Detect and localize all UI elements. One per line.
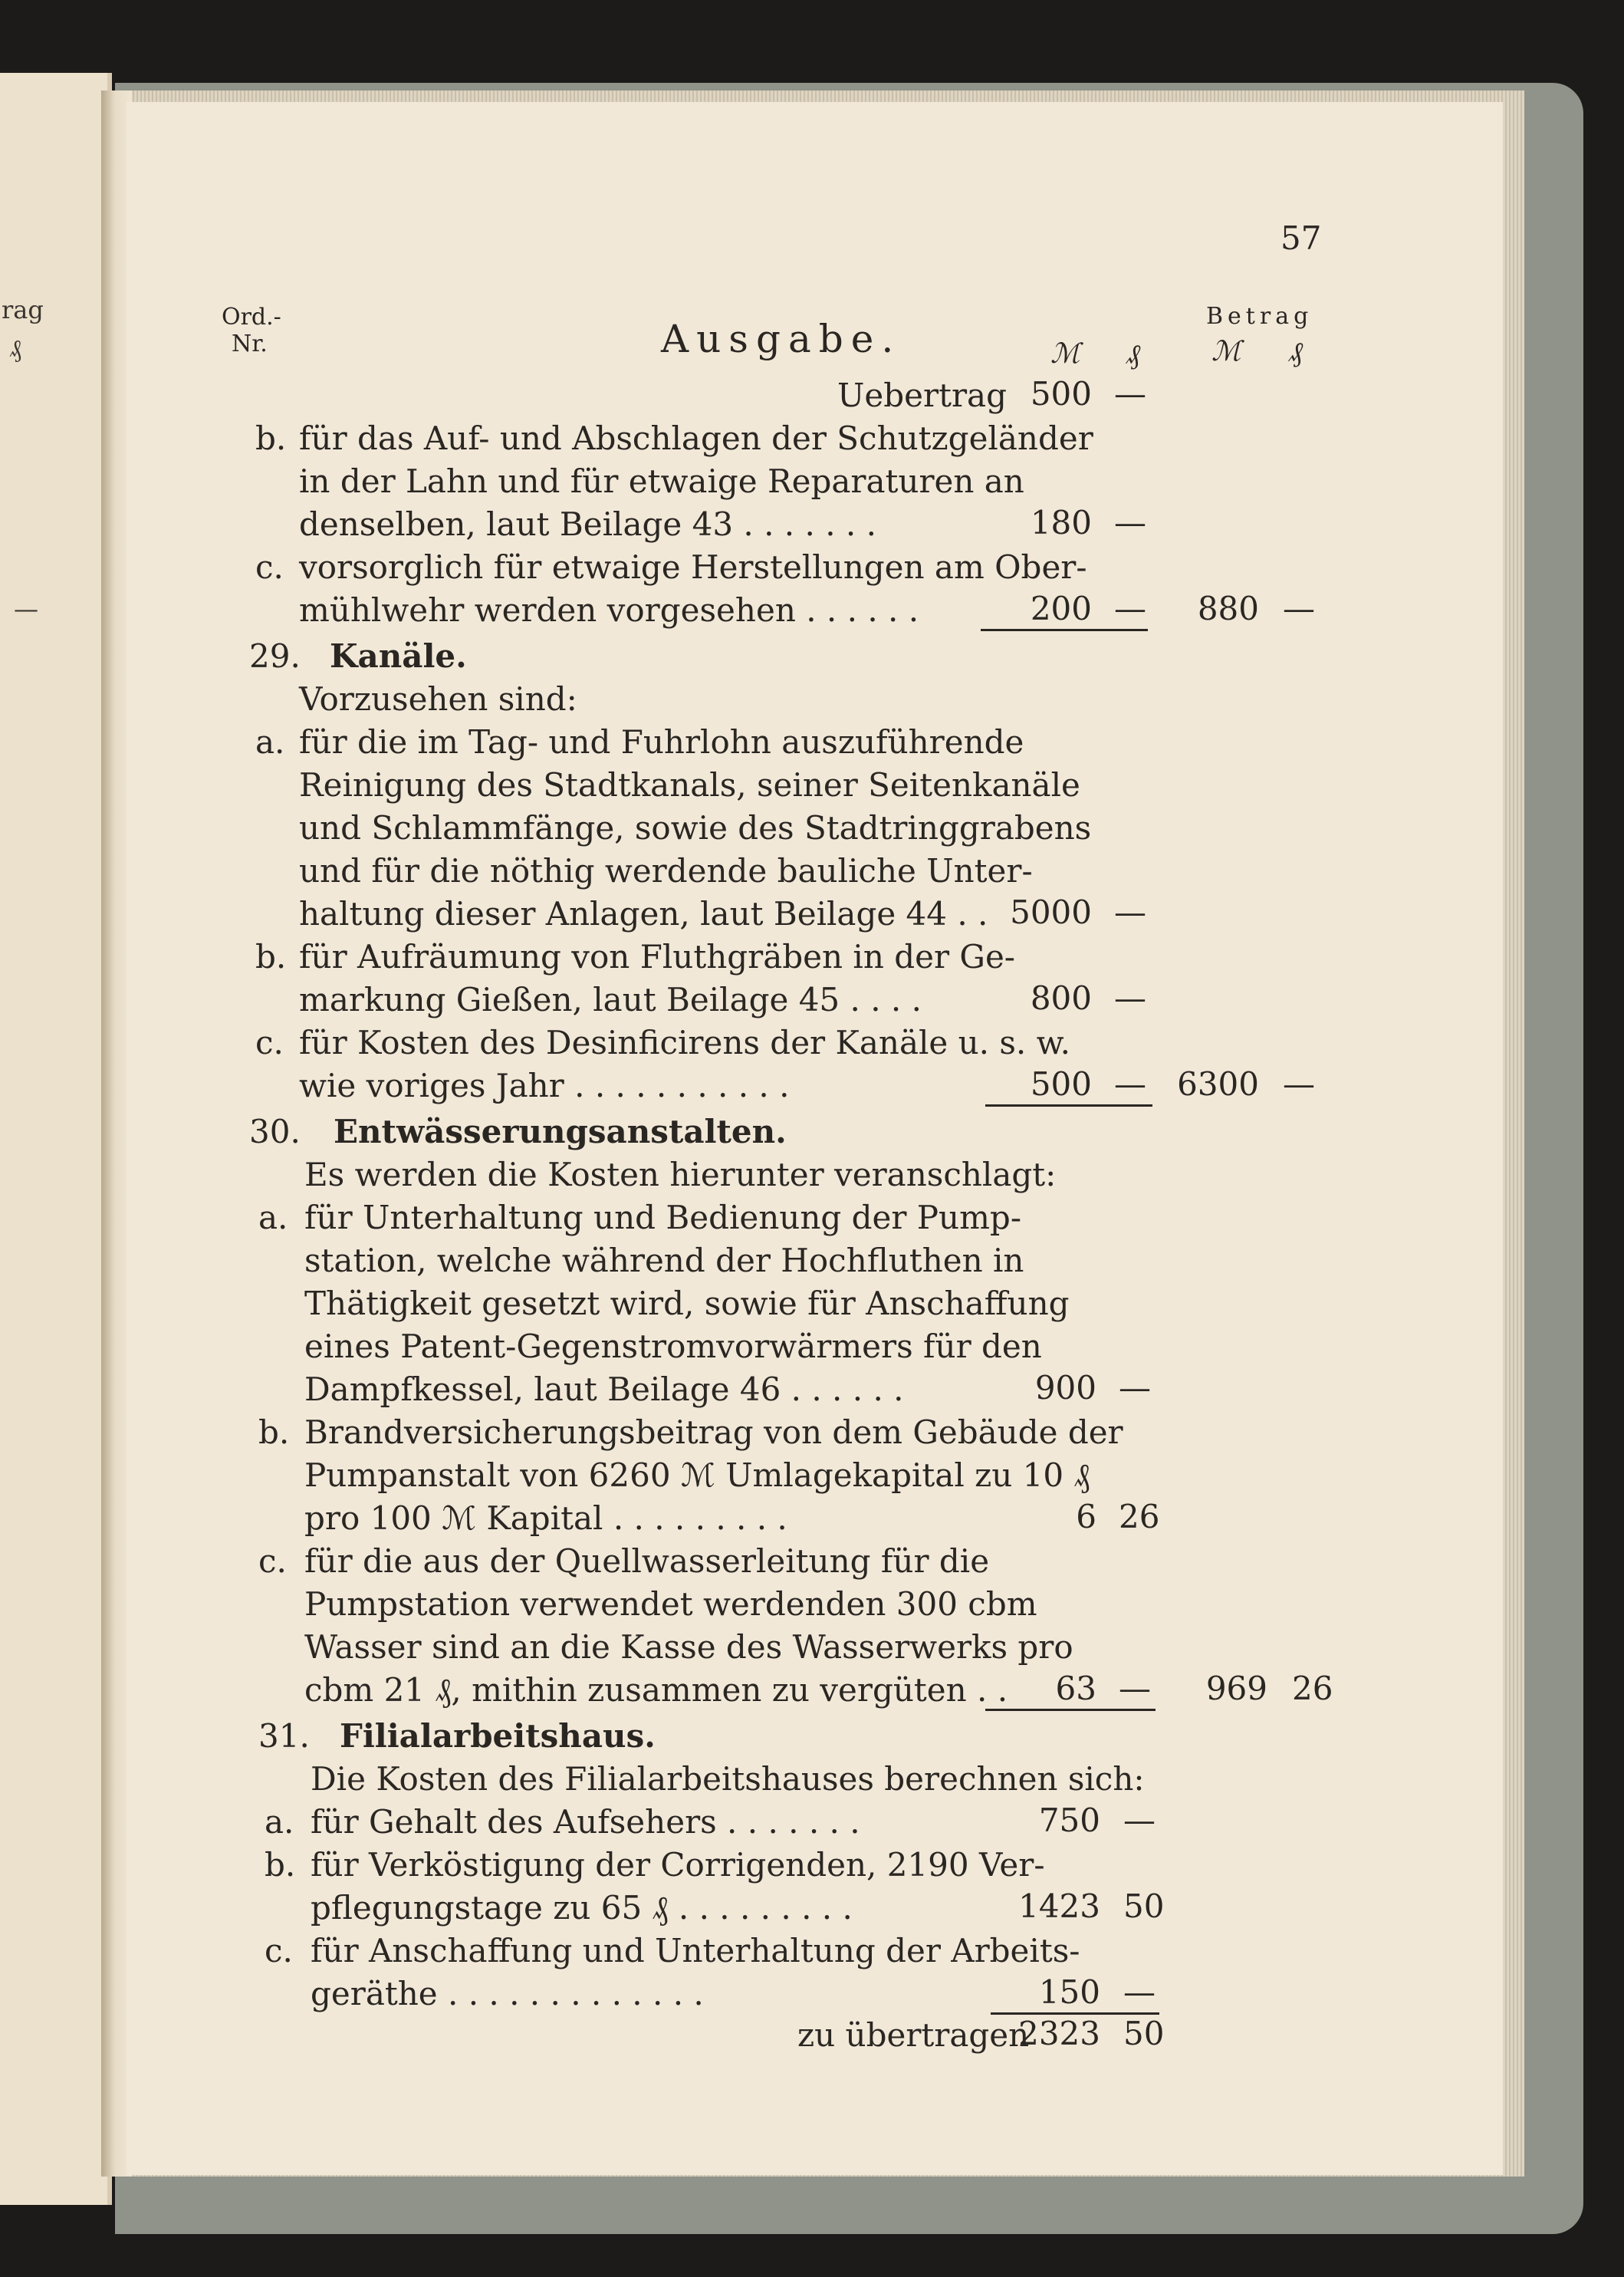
line-text: mühlwehr werden vorgesehen . . . . . . — [299, 591, 919, 629]
nr-label: Nr. — [232, 331, 268, 357]
item-label: b. — [255, 938, 287, 976]
item-label: b. — [265, 1846, 296, 1884]
page-title: Ausgabe. — [661, 317, 902, 361]
item-label: a. — [255, 723, 285, 761]
amount: 500 — [1030, 1065, 1092, 1103]
amount: 800 — [1030, 979, 1092, 1017]
line-text: vorsorglich für etwaige Herstellungen am Ober- — [299, 548, 1087, 586]
pfennig: — — [1114, 1065, 1146, 1103]
line-text: für das Auf- und Abschlagen der Schutzgeländer — [299, 420, 1093, 457]
line-text: in der Lahn und für etwaige Reparaturen an — [299, 462, 1024, 500]
pfennig: — — [1114, 893, 1146, 931]
total-pfennig: — — [1283, 590, 1315, 627]
line-text: geräthe . . . . . . . . . . . . . — [311, 1975, 704, 2012]
pfennig: — — [1119, 1369, 1151, 1407]
pfennig-column-header: ₰ — [1126, 339, 1140, 370]
line-text: Brandversicherungsbeitrag von dem Gebäude der — [304, 1413, 1123, 1451]
left-page — [0, 73, 112, 2205]
pfennig: — — [1119, 1670, 1151, 1707]
item-label: b. — [255, 420, 287, 457]
item-label: c. — [258, 1542, 287, 1580]
amount: 6 — [1076, 1498, 1096, 1535]
line-text: haltung dieser Anlagen, laut Beilage 44 . . — [299, 895, 988, 933]
item-label: b. — [258, 1413, 290, 1451]
item-label: a. — [258, 1199, 288, 1236]
line-text: für Verköstigung der Corrigenden, 2190 Ver- — [311, 1846, 1045, 1884]
line-text: Thätigkeit gesetzt wird, sowie für Anschaffung — [304, 1285, 1070, 1322]
pfennig: — — [1114, 979, 1146, 1017]
amount: 1423 — [1018, 1887, 1100, 1925]
pfennig: 50 — [1123, 2015, 1165, 2052]
line-text: für Kosten des Desinficirens der Kanäle u. s. w. — [299, 1024, 1070, 1061]
total-amount: 880 — [1197, 590, 1259, 627]
line-text: pro 100 ℳ Kapital . . . . . . . . . — [304, 1499, 787, 1537]
pfennig: 26 — [1119, 1498, 1160, 1535]
section-title: Entwässerungsanstalten. — [334, 1113, 787, 1150]
total-amount: 969 — [1205, 1670, 1267, 1707]
section-title: Kanäle. — [330, 637, 467, 675]
line-text: Dampfkessel, laut Beilage 46 . . . . . . — [304, 1370, 904, 1408]
amount: 5000 — [1010, 893, 1092, 931]
item-label: a. — [265, 1803, 294, 1841]
amount: 150 — [1038, 1973, 1100, 2011]
section-number: 30. — [249, 1113, 301, 1150]
line-text: cbm 21 ₰, mithin zusammen zu vergüten . . — [304, 1671, 1008, 1709]
item-label: c. — [255, 548, 284, 586]
amount: 500 — [1030, 375, 1092, 413]
line-text: pflegungstage zu 65 ₰ . . . . . . . . . — [311, 1889, 853, 1927]
pfennig: — — [1123, 1973, 1156, 2011]
left-page-fragment: rag — [2, 295, 44, 324]
line-text: für Unterhaltung und Bedienung der Pump- — [304, 1199, 1022, 1236]
total-amount: 6300 — [1177, 1065, 1259, 1103]
item-label: c. — [265, 1932, 293, 1969]
line-text: Pumpanstalt von 6260 ℳ Umlagekapital zu 10 ₰ — [304, 1456, 1090, 1494]
line-text: station, welche während der Hochfluthen in — [304, 1242, 1024, 1279]
pfennig: — — [1114, 375, 1146, 413]
amount: 180 — [1030, 504, 1092, 541]
document-page — [127, 102, 1503, 2175]
line-text: Vorzusehen sind: — [299, 680, 577, 718]
line-text: wie voriges Jahr . . . . . . . . . . . — [299, 1067, 790, 1104]
amount: 750 — [1038, 1802, 1100, 1839]
sum-rule — [985, 1104, 1152, 1107]
amount: 63 — [1055, 1670, 1096, 1707]
ord-label: Ord.- — [222, 304, 281, 331]
line-text: markung Gießen, laut Beilage 45 . . . . — [299, 981, 922, 1018]
betrag-label: Betrag — [1206, 303, 1313, 330]
total-pfennig: — — [1283, 1065, 1315, 1103]
pfennig: — — [1114, 590, 1146, 627]
line-text: Die Kosten des Filialarbeitshauses berechnen sich: — [311, 1760, 1145, 1798]
line-text: Pumpstation verwendet werdenden 300 cbm — [304, 1585, 1037, 1623]
line-text: für die im Tag- und Fuhrlohn auszuführende — [299, 723, 1024, 761]
line-text: Es werden die Kosten hierunter veranschlagt: — [304, 1156, 1057, 1193]
betrag-pfennig-header: ₰ — [1289, 337, 1303, 368]
line-text: eines Patent-Gegenstromvorwärmers für den — [304, 1328, 1042, 1365]
line-text: für Aufräumung von Fluthgräben in der Ge- — [299, 938, 1015, 976]
line-text: Wasser sind an die Kasse des Wasserwerks pro — [304, 1628, 1073, 1666]
item-label: c. — [255, 1024, 284, 1061]
carry-over-label: Uebertrag — [837, 377, 1007, 414]
section-title: Filialarbeitshaus. — [340, 1717, 656, 1755]
line-text: für Anschaffung und Unterhaltung der Arbeits- — [311, 1932, 1080, 1969]
line-text: und für die nöthig werdende bauliche Unter- — [299, 852, 1033, 890]
line-text: für Gehalt des Aufsehers . . . . . . . — [311, 1803, 860, 1841]
pfennig: 50 — [1123, 1887, 1165, 1925]
line-text: für die aus der Quellwasserleitung für die — [304, 1542, 990, 1580]
section-number: 31. — [258, 1717, 310, 1755]
left-page-fragment: — — [14, 594, 38, 624]
carry-forward-label: zu übertragen — [797, 2016, 1030, 2054]
sum-rule — [981, 629, 1148, 631]
amount: 200 — [1030, 590, 1092, 627]
line-text: und Schlammfänge, sowie des Stadtringgrabens — [299, 809, 1092, 847]
page-number: 57 — [1280, 219, 1322, 257]
line-text: Reinigung des Stadtkanals, seiner Seitenkanäle — [299, 766, 1080, 804]
pfennig: — — [1114, 504, 1146, 541]
amount: 900 — [1034, 1369, 1096, 1407]
betrag-mark-header: ℳ — [1211, 336, 1241, 367]
sum-rule — [985, 1709, 1156, 1711]
pfennig: — — [1123, 1802, 1156, 1839]
mark-column-header: ℳ — [1050, 338, 1080, 370]
line-text: denselben, laut Beilage 43 . . . . . . . — [299, 505, 876, 543]
section-number: 29. — [249, 637, 301, 675]
total-pfennig: 26 — [1292, 1670, 1333, 1707]
amount: 2323 — [1018, 2015, 1100, 2052]
left-page-fragment: ₰ — [9, 334, 21, 363]
